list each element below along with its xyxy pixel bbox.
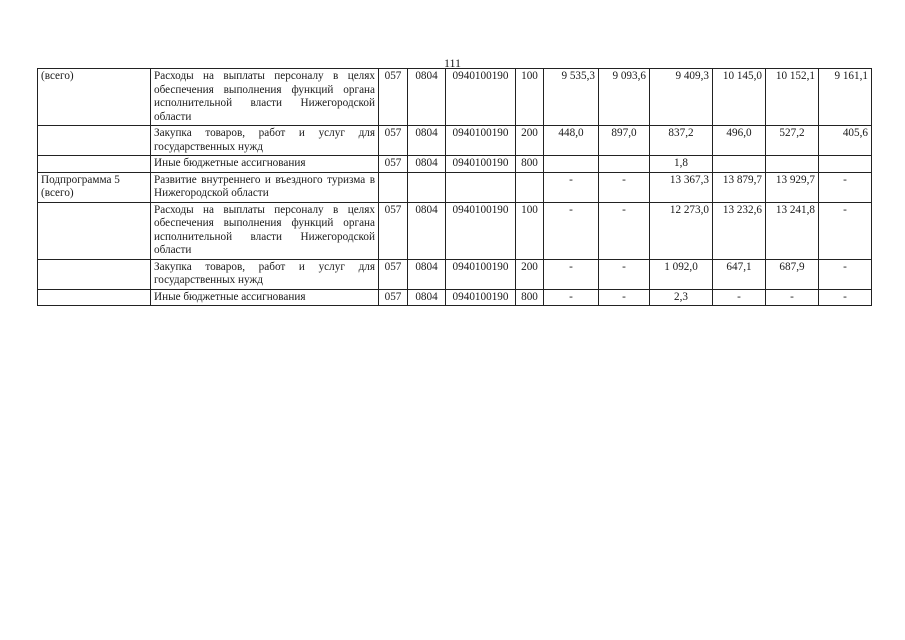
grbs-cell: 057: [379, 156, 408, 173]
value-cell: [544, 156, 599, 173]
table-row: [38, 202, 872, 259]
value-cell: -: [544, 172, 599, 202]
table-row: [38, 126, 872, 156]
value-cell: [599, 156, 650, 173]
value-cell: -: [819, 259, 872, 289]
rzpr-cell: [408, 172, 446, 202]
value-cell: -: [713, 289, 766, 306]
rzpr-cell: 0804: [408, 126, 446, 156]
vr-cell: 200: [516, 259, 544, 289]
value-cell: 9 161,1: [819, 69, 872, 126]
vr-cell: [516, 172, 544, 202]
program-cell: [38, 126, 151, 156]
value-cell: [713, 156, 766, 173]
value-cell: 496,0: [713, 126, 766, 156]
value-cell: 2,3: [650, 289, 713, 306]
csr-cell: 0940100190: [446, 69, 516, 126]
value-cell: 837,2: [650, 126, 713, 156]
description-cell: Закупка товаров, работ и услуг для государственных нужд: [151, 126, 379, 156]
value-cell: 647,1: [713, 259, 766, 289]
program-cell: [38, 202, 151, 259]
vr-cell: 100: [516, 69, 544, 126]
value-cell: 9 093,6: [599, 69, 650, 126]
value-cell: -: [599, 259, 650, 289]
value-cell: 448,0: [544, 126, 599, 156]
value-cell: -: [819, 202, 872, 259]
rzpr-cell: 0804: [408, 202, 446, 259]
value-cell: 10 145,0: [713, 69, 766, 126]
value-cell: [819, 156, 872, 173]
value-cell: -: [599, 202, 650, 259]
value-cell: 9 409,3: [650, 69, 713, 126]
grbs-cell: 057: [379, 69, 408, 126]
budget-table: [37, 68, 872, 306]
table-row: [38, 259, 872, 289]
grbs-cell: 057: [379, 289, 408, 306]
value-cell: -: [544, 289, 599, 306]
description-cell: Развитие внутреннего и въездного туризма в Нижегородской области: [151, 172, 379, 202]
value-cell: -: [599, 172, 650, 202]
rzpr-cell: 0804: [408, 289, 446, 306]
rzpr-cell: 0804: [408, 259, 446, 289]
value-cell: 13 241,8: [766, 202, 819, 259]
vr-cell: 200: [516, 126, 544, 156]
csr-cell: 0940100190: [446, 126, 516, 156]
table-row: [38, 156, 872, 173]
program-cell: (всего): [38, 69, 151, 126]
grbs-cell: 057: [379, 259, 408, 289]
csr-cell: 0940100190: [446, 259, 516, 289]
vr-cell: 800: [516, 289, 544, 306]
table-row: [38, 172, 872, 202]
grbs-cell: [379, 172, 408, 202]
description-cell: Иные бюджетные ассигнования: [151, 156, 379, 173]
value-cell: -: [544, 259, 599, 289]
description-cell: Иные бюджетные ассигнования: [151, 289, 379, 306]
vr-cell: 100: [516, 202, 544, 259]
table-row: [38, 289, 872, 306]
csr-cell: 0940100190: [446, 202, 516, 259]
value-cell: 527,2: [766, 126, 819, 156]
program-cell: [38, 156, 151, 173]
value-cell: 9 535,3: [544, 69, 599, 126]
value-cell: -: [544, 202, 599, 259]
table-row: [38, 69, 872, 126]
value-cell: 13 232,6: [713, 202, 766, 259]
grbs-cell: 057: [379, 202, 408, 259]
description-cell: Расходы на выплаты персоналу в целях обеспечения выполнения функций органа исполнительной власти Нижегородской области: [151, 69, 379, 126]
value-cell: 897,0: [599, 126, 650, 156]
value-cell: 1 092,0: [650, 259, 713, 289]
rzpr-cell: 0804: [408, 69, 446, 126]
csr-cell: 0940100190: [446, 289, 516, 306]
value-cell: -: [819, 172, 872, 202]
value-cell: 13 879,7: [713, 172, 766, 202]
grbs-cell: 057: [379, 126, 408, 156]
value-cell: 1,8: [650, 156, 713, 173]
csr-cell: [446, 172, 516, 202]
program-cell: [38, 289, 151, 306]
description-cell: Закупка товаров, работ и услуг для государственных нужд: [151, 259, 379, 289]
value-cell: [766, 156, 819, 173]
program-cell: [38, 259, 151, 289]
value-cell: -: [599, 289, 650, 306]
value-cell: 10 152,1: [766, 69, 819, 126]
description-cell: Расходы на выплаты персоналу в целях обеспечения выполнения функций органа исполнительной власти Нижегородской области: [151, 202, 379, 259]
vr-cell: 800: [516, 156, 544, 173]
value-cell: 13 367,3: [650, 172, 713, 202]
value-cell: 13 929,7: [766, 172, 819, 202]
program-cell: Подпрограмма 5 (всего): [38, 172, 151, 202]
page-number: 111: [443, 56, 462, 70]
value-cell: -: [819, 289, 872, 306]
value-cell: -: [766, 289, 819, 306]
value-cell: 687,9: [766, 259, 819, 289]
csr-cell: 0940100190: [446, 156, 516, 173]
value-cell: 12 273,0: [650, 202, 713, 259]
rzpr-cell: 0804: [408, 156, 446, 173]
value-cell: 405,6: [819, 126, 872, 156]
